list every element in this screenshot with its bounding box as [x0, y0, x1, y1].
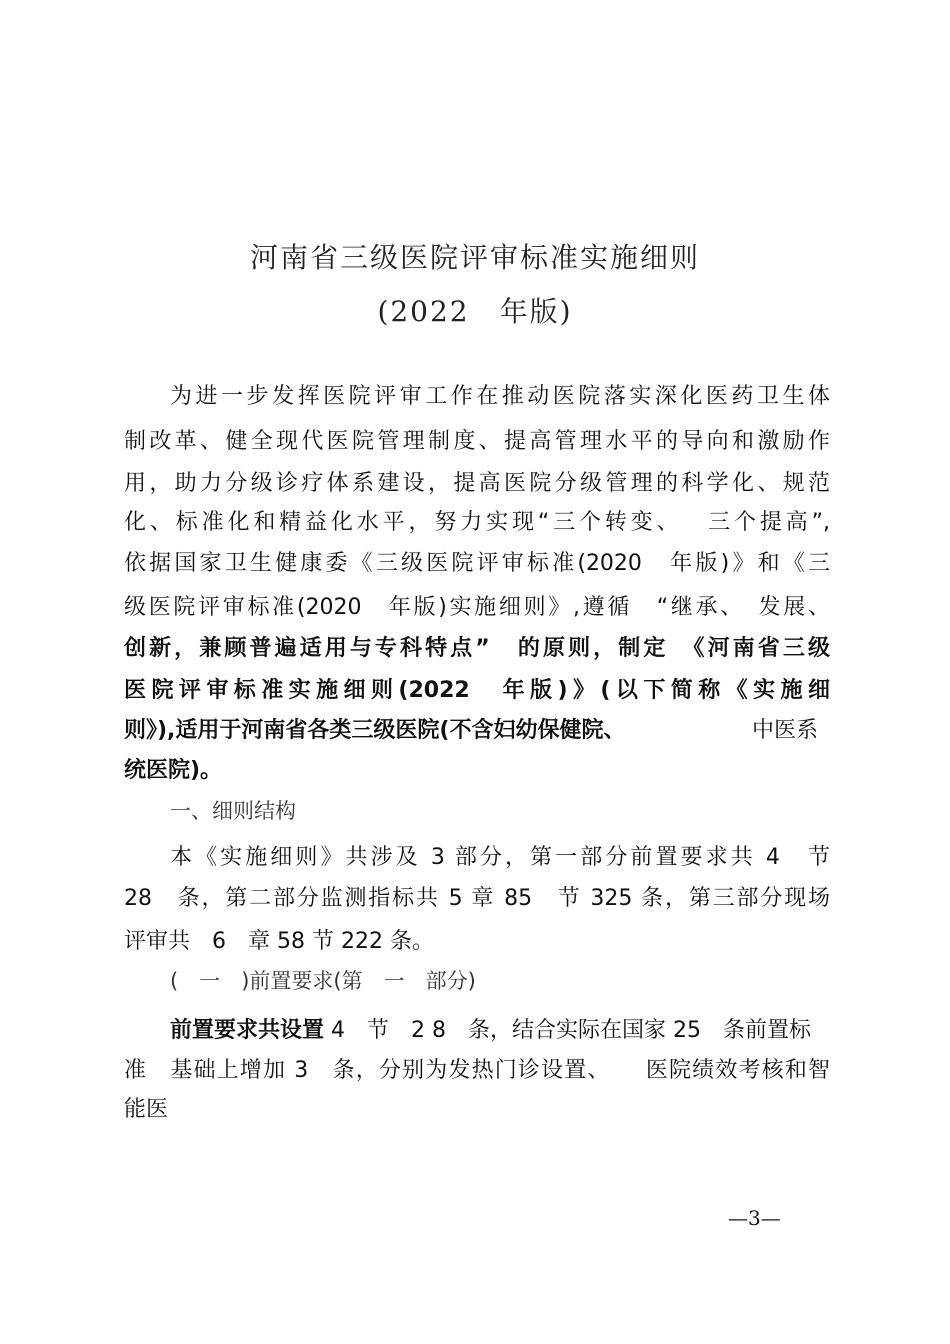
- bold-line-3: 则》),适用于河南省各类三级医院(不含妇幼保健院、: [124, 718, 626, 743]
- prereq-line-2: 准 基础上增加 3 条，分别为发热门诊设置、 医院绩效考核和智: [124, 1058, 830, 1083]
- section-heading-structure: 一、细则结构: [170, 799, 296, 823]
- bold-line-1: 创新，兼顾普遍适用与专科特点” 的原则，制定 《河南省三级: [124, 636, 830, 661]
- prereq-line-3: 能医: [124, 1097, 169, 1122]
- prereq-bold-text: 前置要求共设置: [170, 1018, 325, 1043]
- intro-line-1: 为进一步发挥医院评审工作在推动医院落实深化医药卫生体: [170, 384, 830, 409]
- structure-line-3: 评审共 6 章 58 节 222 条。: [124, 929, 434, 954]
- structure-line-1: 本《实施细则》共涉及 3 部分，第一部分前置要求共 4 节: [170, 845, 830, 870]
- structure-line-2: 28 条，第二部分监测指标共 5 章 85 节 325 条，第三部分现场: [124, 886, 830, 911]
- page-number: —3—: [728, 1206, 781, 1230]
- document-subtitle: (2022 年版): [377, 295, 573, 328]
- bold-line-3-tail: 中医系: [752, 718, 819, 743]
- intro-line-6: 级医院评审标准(2020 年版)实施细则》,遵循 “继承、 发展、: [124, 595, 830, 620]
- intro-line-4: 化、标准化和精益化水平，努力实现“三个转变、 三个提高”,: [124, 510, 830, 535]
- prereq-line-1-rest: 4 节 2 8 条，结合实际在国家 25 条前置标: [331, 1018, 811, 1043]
- document-title: 河南省三级医院评审标准实施细则: [249, 241, 700, 274]
- intro-line-5: 依据国家卫生健康委《三级医院评审标准(2020 年版)》和《三: [124, 551, 830, 576]
- prereq-line-1: [170, 1016, 830, 1046]
- intro-line-2: 制改革、健全现代医院管理制度、提高管理水平的导向和激励作: [124, 429, 830, 454]
- subsection-heading-prerequisites: ( 一 )前置要求(第 一 部分): [170, 969, 476, 993]
- bold-line-4: 统医院)。: [124, 758, 223, 783]
- intro-line-3: 用，助力分级诊疗体系建设，提高医院分级管理的科学化、规范: [124, 471, 830, 496]
- bold-line-2: 医院评审标准实施细则(2022 年版)》(以下简称《实施细: [124, 678, 830, 703]
